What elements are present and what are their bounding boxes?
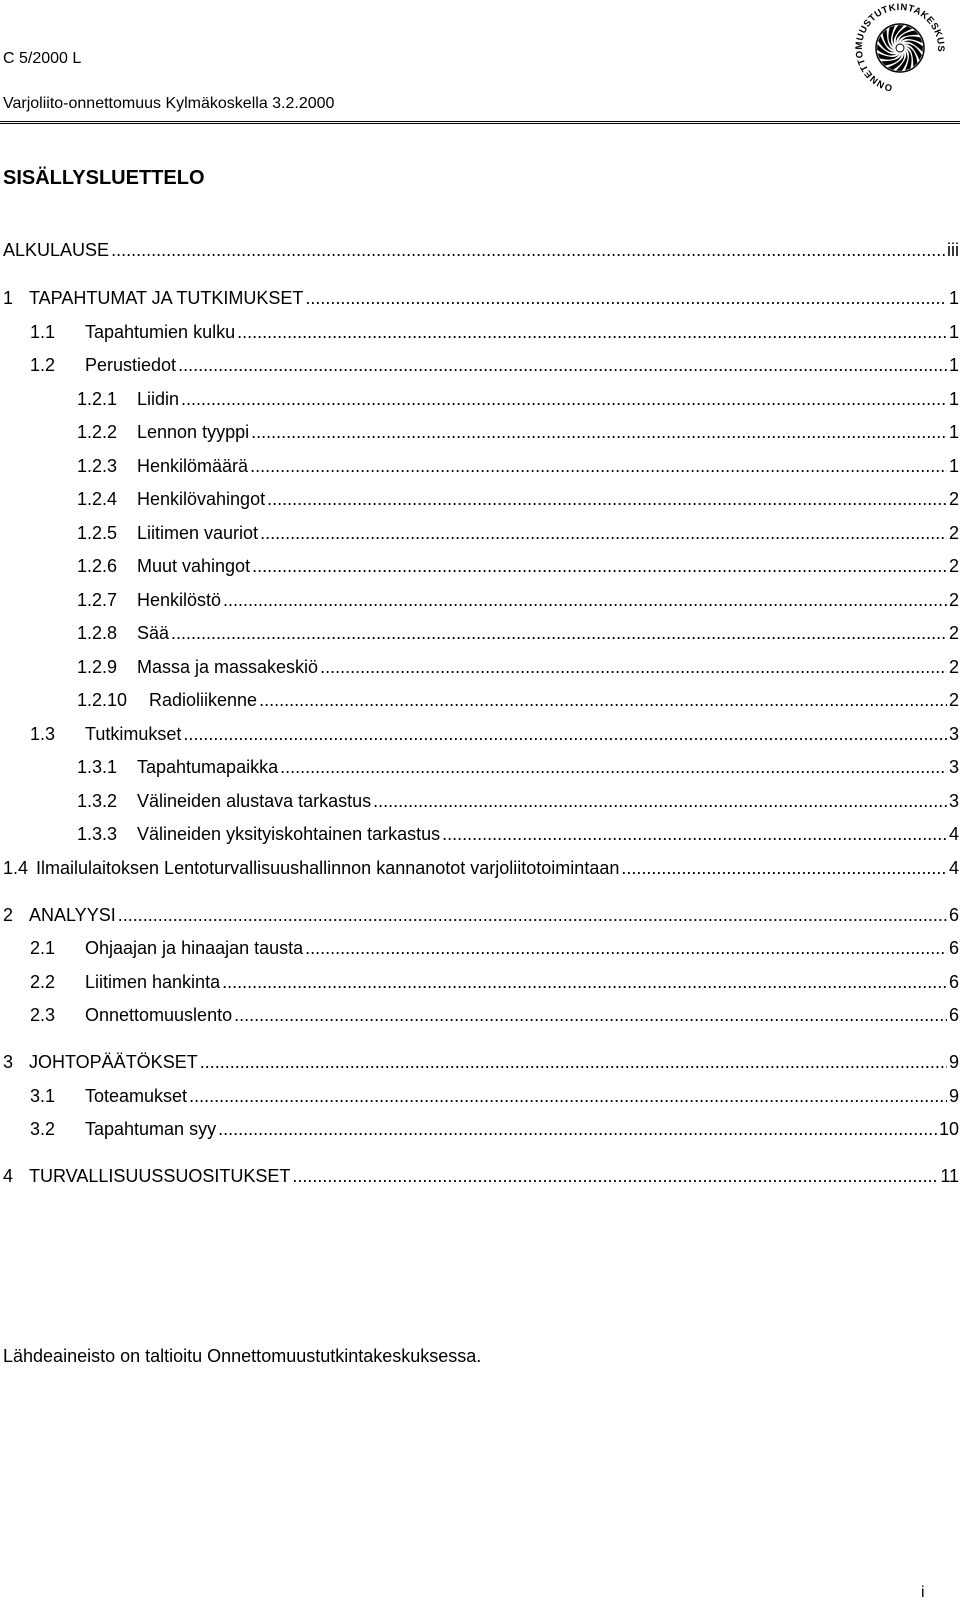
toc-entry[interactable] [77, 590, 959, 614]
toc-entry-title: ALKULAUSE [3, 240, 110, 260]
toc-entry-title: JOHTOPÄÄTÖKSET [29, 1052, 198, 1072]
dot-leader [373, 791, 947, 812]
toc-entry[interactable] [30, 972, 959, 996]
toc-entry[interactable] [77, 456, 959, 480]
toc-entry-page: 2 [948, 657, 959, 677]
page-number: i [921, 1584, 925, 1601]
toc-entry-title: Toteamukset [85, 1086, 188, 1106]
dot-leader [189, 1086, 947, 1107]
toc-entry[interactable] [3, 288, 959, 312]
dot-leader [218, 1119, 937, 1140]
toc-entry-number: 1.2.3 [77, 456, 118, 476]
toc-entry-number: 1.2.2 [77, 422, 118, 442]
toc-entry[interactable] [77, 389, 959, 413]
toc-entry-page: 2 [948, 690, 959, 710]
toc-entry-title: Ilmailulaitoksen Lentoturvallisuushallinnon kannanotot varjoliitotoimintaan [36, 858, 620, 878]
toc-entry-title: Välineiden alustava tarkastus [137, 791, 372, 811]
toc-entry-number: 1 [3, 288, 14, 308]
toc-entry-page: 2 [948, 523, 959, 543]
dot-leader [267, 489, 947, 510]
toc-entry-number: 1.3.2 [77, 791, 118, 811]
toc-entry-page: iii [947, 240, 959, 260]
toc-entry[interactable] [77, 623, 959, 647]
toc-entry-page: 1 [948, 422, 959, 442]
toc-entry-number: 3 [3, 1052, 14, 1072]
toc-entry-title: Tapahtumapaikka [137, 757, 279, 777]
toc-entry[interactable] [30, 355, 959, 379]
toc-entry-page: 1 [948, 456, 959, 476]
toc-entry-page: 10 [938, 1119, 959, 1139]
toc-entry-title: Tapahtuman syy [85, 1119, 217, 1139]
toc-entry-number: 1.2.8 [77, 623, 118, 643]
toc-entry-page: 6 [948, 905, 959, 925]
dot-leader [237, 322, 947, 343]
toc-entry-number: 1.4 [3, 858, 29, 878]
toc-entry-title: Tutkimukset [85, 724, 182, 744]
dot-leader [280, 757, 947, 778]
toc-entry-number: 1.2 [30, 355, 56, 375]
toc-entry-title: Välineiden yksityiskohtainen tarkastus [137, 824, 441, 844]
dot-leader [222, 972, 947, 993]
toc-entry-title: Lennon tyyppi [137, 422, 250, 442]
toc-entry-page: 1 [948, 389, 959, 409]
toc-entry-page: 4 [948, 824, 959, 844]
toc-entry-page: 9 [948, 1052, 959, 1072]
onnettomuustutkintakeskus-logo [853, 0, 947, 96]
toc-entry-title: ANALYYSI [29, 905, 116, 925]
dot-leader [118, 905, 947, 926]
toc-entry-page: 3 [948, 724, 959, 744]
toc-entry-number: 1.3.3 [77, 824, 118, 844]
toc-entry-number: 4 [3, 1166, 14, 1186]
toc-entry-number: 1.3.1 [77, 757, 118, 777]
toc-entry-number: 2 [3, 905, 14, 925]
toc-entry[interactable] [77, 791, 959, 815]
dot-leader [111, 240, 945, 261]
dot-leader [292, 1166, 938, 1187]
header-rule [0, 123, 960, 124]
toc-entry-title: Liitimen hankinta [85, 972, 221, 992]
toc-entry-number: 3.1 [30, 1086, 56, 1106]
toc-entry-title: Liidin [137, 389, 180, 409]
toc-entry-title: Perustiedot [85, 355, 177, 375]
toc-entry-title: Henkilöstö [137, 590, 222, 610]
header-rule [0, 121, 960, 122]
toc-entry[interactable] [77, 422, 959, 446]
dot-leader [251, 422, 947, 443]
toc-entry[interactable] [3, 1166, 959, 1190]
toc-entry-page: 1 [948, 288, 959, 308]
toc-entry-title: Sää [137, 623, 170, 643]
dot-leader [259, 690, 947, 711]
toc-entry[interactable] [77, 757, 959, 781]
toc-entry-page: 6 [948, 938, 959, 958]
dot-leader [200, 1052, 947, 1073]
toc-entry-number: 1.2.4 [77, 489, 118, 509]
toc-entry-number: 1.2.7 [77, 590, 118, 610]
toc-entry-number: 1.2.5 [77, 523, 118, 543]
toc-entry[interactable] [3, 905, 959, 929]
toc-entry[interactable] [77, 489, 959, 513]
toc-entry[interactable] [77, 657, 959, 681]
dot-leader [234, 1005, 947, 1026]
dot-leader [178, 355, 947, 376]
toc-entry[interactable] [77, 824, 959, 848]
toc-entry-number: 1.3 [30, 724, 56, 744]
toc-entry[interactable] [30, 1086, 959, 1110]
toc-entry-title: TURVALLISUUSSUOSITUKSET [29, 1166, 291, 1186]
toc-entry-title: Muut vahingot [137, 556, 251, 576]
toc-entry-page: 6 [948, 972, 959, 992]
toc-entry-page: 3 [948, 757, 959, 777]
toc-entry-page: 11 [940, 1166, 959, 1186]
toc-entry-page: 1 [948, 355, 959, 375]
dot-leader [621, 858, 947, 879]
dot-leader [223, 590, 947, 611]
dot-leader [183, 724, 947, 745]
toc-entry[interactable] [3, 858, 959, 882]
toc-entry-page: 3 [948, 791, 959, 811]
toc-entry[interactable] [77, 556, 959, 580]
toc-entry[interactable] [3, 240, 959, 264]
toc-entry-title: Liitimen vauriot [137, 523, 259, 543]
source-note: Lähdeaineisto on taltioitu Onnettomuustutkintakeskuksessa. [3, 1346, 482, 1366]
dot-leader [171, 623, 947, 644]
toc-entry-number: 1.1 [30, 322, 56, 342]
toc-entry[interactable] [30, 724, 959, 748]
toc-entry[interactable] [30, 322, 959, 346]
toc-entry-page: 2 [948, 590, 959, 610]
toc-entry-title: Onnettomuuslento [85, 1005, 233, 1025]
toc-title: SISÄLLYSLUETTELO [3, 167, 205, 189]
dot-leader [181, 389, 947, 410]
toc-entry-title: Henkilömäärä [137, 456, 249, 476]
toc-entry-page: 4 [948, 858, 959, 878]
toc-entry[interactable] [77, 523, 959, 547]
dot-leader [442, 824, 947, 845]
toc-entry-title: Radioliikenne [149, 690, 258, 710]
toc-entry-number: 1.2.6 [77, 556, 118, 576]
toc-entry-number: 2.3 [30, 1005, 56, 1025]
toc-entry-title: TAPAHTUMAT JA TUTKIMUKSET [29, 288, 304, 308]
dot-leader [252, 556, 947, 577]
toc-entry-number: 2.2 [30, 972, 56, 992]
toc-entry-page: 1 [948, 322, 959, 342]
dot-leader [320, 657, 947, 678]
report-title: Varjoliito-onnettomuus Kylmäkoskella 3.2.2000 [3, 95, 335, 112]
dot-leader [305, 288, 947, 309]
toc-entry-number: 1.2.10 [77, 690, 128, 710]
toc-entry-page: 6 [948, 1005, 959, 1025]
toc-entry-page: 9 [948, 1086, 959, 1106]
dot-leader [260, 523, 947, 544]
toc-entry-title: Henkilövahingot [137, 489, 266, 509]
toc-entry[interactable] [30, 938, 959, 962]
toc-entry[interactable] [30, 1005, 959, 1029]
toc-entry-number: 1.2.9 [77, 657, 118, 677]
toc-entry-title: Massa ja massakeskiö [137, 657, 319, 677]
toc-entry-page: 2 [948, 556, 959, 576]
report-code: C 5/2000 L [3, 50, 82, 67]
dot-leader [250, 456, 947, 477]
toc-entry-page: 2 [948, 623, 959, 643]
toc-entry-page: 2 [948, 489, 959, 509]
toc-entry-number: 3.2 [30, 1119, 56, 1139]
toc-entry-number: 2.1 [30, 938, 56, 958]
toc-entry-number: 1.2.1 [77, 389, 118, 409]
toc-entry-title: Tapahtumien kulku [85, 322, 236, 342]
svg-text:ONNETTOMUUSTUTKINTAKESKUS: ONNETTOMUUSTUTKINTAKESKUS [853, 1, 947, 94]
toc-entry[interactable] [30, 1119, 959, 1143]
toc-entry[interactable] [77, 690, 959, 714]
toc-entry-title: Ohjaajan ja hinaajan tausta [85, 938, 304, 958]
toc-entry[interactable] [3, 1052, 959, 1076]
dot-leader [305, 938, 947, 959]
